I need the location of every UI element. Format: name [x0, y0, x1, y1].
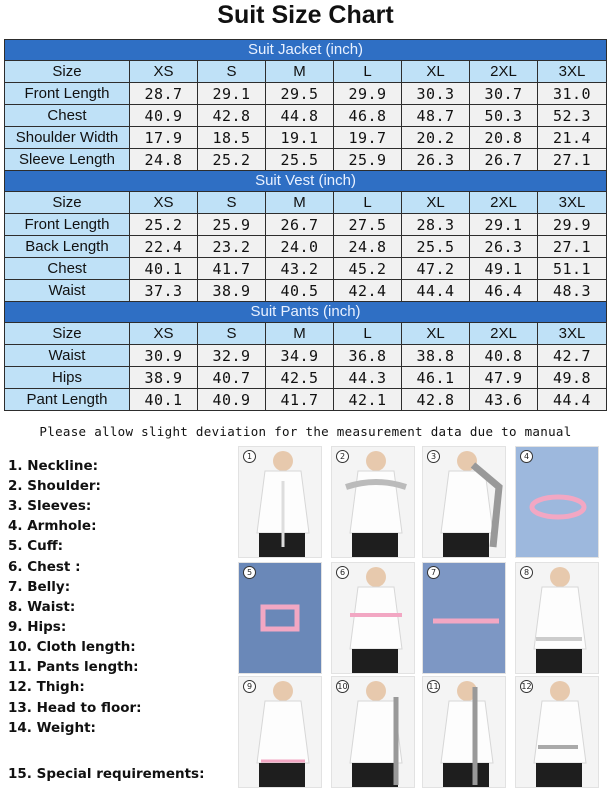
table-row	[5, 258, 607, 280]
measurement-item: 2. Shoulder:	[8, 478, 101, 494]
table-cell: 29.9	[538, 214, 607, 236]
table-cell: 28.7	[130, 83, 198, 105]
table-cell: 27.5	[334, 214, 402, 236]
row-label: Sleeve Length	[5, 149, 130, 171]
table-row	[5, 149, 607, 171]
size-header-cell: L	[334, 61, 402, 83]
measurement-photo	[238, 446, 322, 558]
measurement-photo	[515, 676, 599, 788]
table-cell: 21.4	[538, 127, 607, 149]
table-row	[5, 214, 607, 236]
row-label: Waist	[5, 345, 130, 367]
table-cell: 29.9	[334, 83, 402, 105]
measurement-item: 11. Pants length:	[8, 659, 139, 675]
table-cell: 26.7	[266, 214, 334, 236]
size-header-cell: XL	[402, 61, 470, 83]
table-cell: 26.3	[470, 236, 538, 258]
section-header-row	[5, 40, 607, 61]
table-cell: 20.8	[470, 127, 538, 149]
table-row	[5, 367, 607, 389]
size-header-cell: S	[198, 61, 266, 83]
table-row	[5, 345, 607, 367]
measurement-photo	[515, 562, 599, 674]
size-header-cell: S	[198, 323, 266, 345]
table-cell: 52.3	[538, 105, 607, 127]
size-header-cell: S	[198, 192, 266, 214]
row-label: Waist	[5, 280, 130, 302]
table-row	[5, 236, 607, 258]
table-cell: 44.4	[538, 389, 607, 411]
table-cell: 25.2	[130, 214, 198, 236]
measurement-item: 1. Neckline:	[8, 458, 99, 474]
table-cell: 47.9	[470, 367, 538, 389]
table-cell: 25.5	[402, 236, 470, 258]
table-cell: 42.8	[402, 389, 470, 411]
measurement-photo	[422, 446, 506, 558]
table-cell: 30.9	[130, 345, 198, 367]
table-cell: 42.7	[538, 345, 607, 367]
photo-number: 6	[336, 566, 349, 579]
measurement-item: 13. Head to floor:	[8, 700, 142, 716]
row-label: Front Length	[5, 214, 130, 236]
measurement-item: 15. Special requirements:	[8, 766, 205, 782]
table-cell: 22.4	[130, 236, 198, 258]
table-cell: 44.8	[266, 105, 334, 127]
table-cell: 46.1	[402, 367, 470, 389]
table-row	[5, 105, 607, 127]
measurement-item: 9. Hips:	[8, 619, 67, 635]
size-header-cell: 2XL	[470, 323, 538, 345]
section-header-row	[5, 302, 607, 323]
measurement-photo-grid	[236, 444, 608, 792]
row-label: Chest	[5, 258, 130, 280]
measurement-note: Please allow slight deviation for the measurement data due to manual	[39, 424, 572, 439]
photo-number: 9	[243, 680, 256, 693]
table-cell: 25.2	[198, 149, 266, 171]
table-cell: 50.3	[470, 105, 538, 127]
size-header-row	[5, 61, 607, 83]
size-header-cell: 3XL	[538, 61, 607, 83]
photo-number: 8	[520, 566, 533, 579]
section-title: Suit Vest (inch)	[5, 171, 607, 192]
table-cell: 49.8	[538, 367, 607, 389]
size-header-cell: XS	[130, 61, 198, 83]
table-cell: 36.8	[334, 345, 402, 367]
photo-number: 12	[521, 682, 532, 691]
table-cell: 40.9	[198, 389, 266, 411]
measurement-item: 4. Armhole:	[8, 518, 97, 534]
table-cell: 25.9	[334, 149, 402, 171]
table-cell: 51.1	[538, 258, 607, 280]
row-label: Shoulder Width	[5, 127, 130, 149]
size-header-label: Size	[5, 192, 130, 214]
table-cell: 24.8	[130, 149, 198, 171]
measurement-photo	[238, 676, 322, 788]
table-cell: 46.4	[470, 280, 538, 302]
size-header-label: Size	[5, 323, 130, 345]
table-cell: 24.8	[334, 236, 402, 258]
measurement-item: 8. Waist:	[8, 599, 76, 615]
section-title: Suit Pants (inch)	[5, 302, 607, 323]
size-header-row	[5, 323, 607, 345]
measurement-item: 12. Thigh:	[8, 679, 85, 695]
row-label: Chest	[5, 105, 130, 127]
table-row	[5, 280, 607, 302]
measurement-photo	[238, 562, 322, 674]
section-header-row	[5, 171, 607, 192]
table-cell: 24.0	[266, 236, 334, 258]
row-label: Hips	[5, 367, 130, 389]
size-header-cell: 2XL	[470, 61, 538, 83]
size-header-cell: 3XL	[538, 192, 607, 214]
measurement-photo	[422, 676, 506, 788]
table-row	[5, 389, 607, 411]
table-cell: 32.9	[198, 345, 266, 367]
table-cell: 38.9	[130, 367, 198, 389]
table-cell: 40.8	[470, 345, 538, 367]
table-cell: 38.8	[402, 345, 470, 367]
table-cell: 17.9	[130, 127, 198, 149]
table-cell: 42.8	[198, 105, 266, 127]
table-cell: 43.6	[470, 389, 538, 411]
photo-number: 2	[336, 450, 349, 463]
row-label: Front Length	[5, 83, 130, 105]
measurement-item: 14. Weight:	[8, 720, 96, 736]
table-cell: 48.7	[402, 105, 470, 127]
table-cell: 28.3	[402, 214, 470, 236]
row-label: Back Length	[5, 236, 130, 258]
table-cell: 25.9	[198, 214, 266, 236]
size-table	[4, 39, 607, 411]
photo-number: 3	[427, 450, 440, 463]
table-cell: 40.9	[130, 105, 198, 127]
table-cell: 26.3	[402, 149, 470, 171]
photo-number: 5	[243, 566, 256, 579]
size-header-cell: L	[334, 192, 402, 214]
measurement-photo	[331, 446, 415, 558]
table-cell: 42.5	[266, 367, 334, 389]
size-header-cell: XL	[402, 323, 470, 345]
table-cell: 34.9	[266, 345, 334, 367]
size-header-row	[5, 192, 607, 214]
measurement-item: 5. Cuff:	[8, 538, 64, 554]
table-cell: 26.7	[470, 149, 538, 171]
measurement-photo	[331, 562, 415, 674]
table-row	[5, 83, 607, 105]
table-cell: 30.7	[470, 83, 538, 105]
table-cell: 29.5	[266, 83, 334, 105]
table-cell: 37.3	[130, 280, 198, 302]
size-header-cell: XL	[402, 192, 470, 214]
table-cell: 40.7	[198, 367, 266, 389]
table-cell: 38.9	[198, 280, 266, 302]
table-cell: 49.1	[470, 258, 538, 280]
table-cell: 42.1	[334, 389, 402, 411]
size-header-cell: 2XL	[470, 192, 538, 214]
measurement-item: 10. Cloth length:	[8, 639, 136, 655]
photo-number: 4	[520, 450, 533, 463]
photo-number: 7	[427, 566, 440, 579]
table-cell: 41.7	[266, 389, 334, 411]
table-cell: 44.4	[402, 280, 470, 302]
measurement-photo	[422, 562, 506, 674]
measurement-item: 7. Belly:	[8, 579, 71, 595]
size-header-cell: 3XL	[538, 323, 607, 345]
size-header-cell: M	[266, 192, 334, 214]
table-cell: 30.3	[402, 83, 470, 105]
table-cell: 40.5	[266, 280, 334, 302]
table-cell: 40.1	[130, 389, 198, 411]
table-cell: 45.2	[334, 258, 402, 280]
size-header-cell: M	[266, 61, 334, 83]
table-cell: 41.7	[198, 258, 266, 280]
size-header-cell: XS	[130, 323, 198, 345]
table-cell: 46.8	[334, 105, 402, 127]
row-label: Pant Length	[5, 389, 130, 411]
photo-number: 11	[428, 682, 439, 691]
measurement-item: 6. Chest :	[8, 559, 81, 575]
table-cell: 48.3	[538, 280, 607, 302]
measurement-item: 3. Sleeves:	[8, 498, 92, 514]
table-cell: 29.1	[470, 214, 538, 236]
table-cell: 40.1	[130, 258, 198, 280]
photo-number: 10	[337, 682, 348, 691]
measurement-photo	[515, 446, 599, 558]
table-cell: 47.2	[402, 258, 470, 280]
table-row	[5, 127, 607, 149]
section-title: Suit Jacket (inch)	[5, 40, 607, 61]
table-cell: 42.4	[334, 280, 402, 302]
table-cell: 27.1	[538, 149, 607, 171]
table-cell: 25.5	[266, 149, 334, 171]
table-cell: 31.0	[538, 83, 607, 105]
size-header-cell: M	[266, 323, 334, 345]
table-cell: 44.3	[334, 367, 402, 389]
table-cell: 20.2	[402, 127, 470, 149]
size-chart	[4, 39, 606, 411]
table-cell: 29.1	[198, 83, 266, 105]
size-header-cell: L	[334, 323, 402, 345]
table-cell: 43.2	[266, 258, 334, 280]
size-header-cell: XS	[130, 192, 198, 214]
table-cell: 19.7	[334, 127, 402, 149]
size-header-label: Size	[5, 61, 130, 83]
table-cell: 23.2	[198, 236, 266, 258]
table-cell: 18.5	[198, 127, 266, 149]
table-cell: 27.1	[538, 236, 607, 258]
measurement-photo	[331, 676, 415, 788]
photo-number: 1	[243, 450, 256, 463]
table-cell: 19.1	[266, 127, 334, 149]
page-title: Suit Size Chart	[217, 1, 394, 29]
